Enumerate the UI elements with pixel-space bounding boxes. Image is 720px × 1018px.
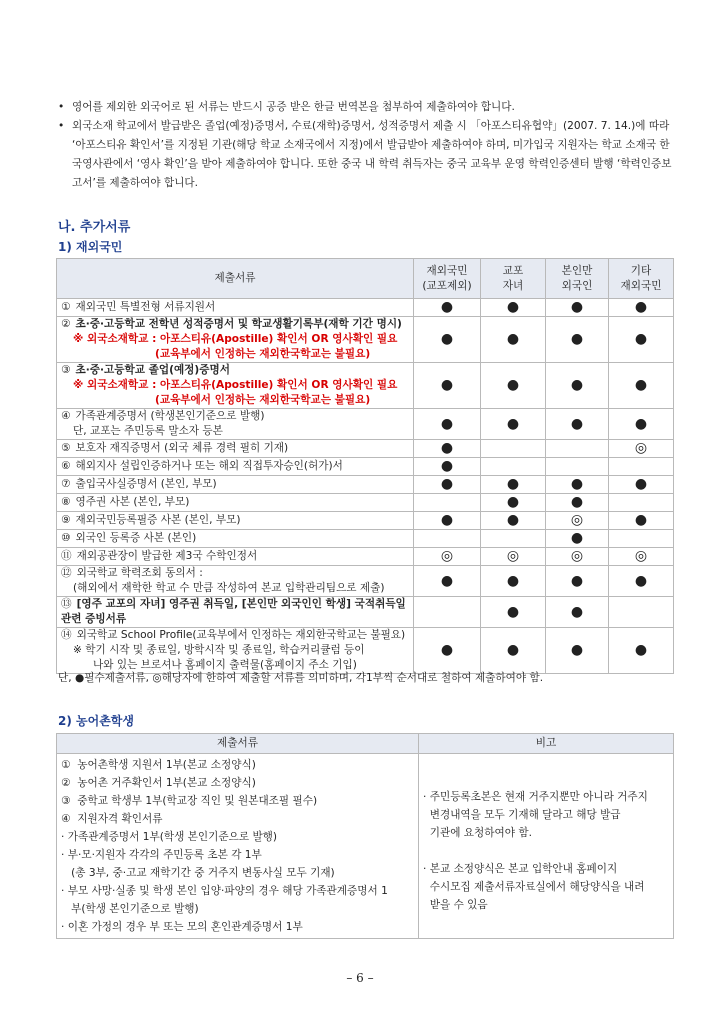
requirement-mark: ●	[414, 440, 481, 458]
requirement-mark: ◎	[481, 548, 546, 566]
document-text: 외국학교 학력조회 동의서 :	[76, 567, 203, 579]
requirement-mark: ●	[414, 512, 481, 530]
document-text: 외국인 등록증 사본 (본인)	[75, 532, 197, 544]
requirement-mark: ●	[609, 363, 674, 409]
requirement-mark: ●	[546, 476, 609, 494]
table-row	[57, 476, 674, 494]
requirement-mark: ●	[414, 299, 481, 317]
requirement-mark	[609, 597, 674, 628]
rural-remarks	[419, 754, 674, 939]
document-cell	[57, 512, 414, 530]
table-row	[57, 628, 674, 674]
table-header-cell: 기타 재외국민	[609, 259, 674, 299]
table-header-cell: 제출서류	[57, 259, 414, 299]
table-row	[57, 363, 674, 409]
document-text: 초·중·고등학교 전학년 성적증명서 및 학교생활기록부(재학 기간 명시)	[75, 318, 402, 330]
requirement-mark: ●	[414, 409, 481, 440]
requirement-mark	[481, 440, 546, 458]
document-text: (해외에서 재학한 학교 수 만큼 작성하여 본교 입학관리팀으로 제출)	[73, 582, 385, 594]
requirement-mark: ●	[481, 494, 546, 512]
requirement-mark: ◎	[546, 512, 609, 530]
document-text: 가족관계증명서 (학생본인기준으로 발행)	[75, 410, 265, 422]
requirement-mark: ◎	[609, 548, 674, 566]
table-header-cell: 재외국민 (교포제외)	[414, 259, 481, 299]
table-row	[57, 440, 674, 458]
requirement-mark: ●	[481, 409, 546, 440]
requirement-mark	[609, 494, 674, 512]
remark-line: 받을 수 있음	[423, 899, 488, 911]
requirement-mark: ●	[414, 476, 481, 494]
requirement-mark	[609, 458, 674, 476]
rural-document-line: ③ 중학교 학생부 1부(학교장 직인 및 원본대조필 필수)	[61, 795, 318, 807]
document-cell	[57, 548, 414, 566]
table-row	[57, 299, 674, 317]
section-title: 나. 추가서류	[58, 220, 131, 235]
requirement-mark	[546, 458, 609, 476]
requirement-mark: ●	[546, 299, 609, 317]
item-number: ⑧	[61, 496, 71, 508]
requirement-mark: ●	[481, 363, 546, 409]
rural-document-line: ④ 지원자격 확인서류	[61, 813, 163, 825]
page-number: – 6 –	[346, 971, 374, 985]
requirement-mark: ◎	[414, 548, 481, 566]
table-row	[57, 409, 674, 440]
item-number: ⑩	[61, 532, 71, 544]
notice-bullets	[58, 98, 678, 193]
document-text: 재외국민등록필증 사본 (본인, 부모)	[75, 514, 241, 526]
rural-document-line: · 가족관계증명서 1부(학생 본인기준으로 발행)	[61, 831, 278, 843]
requirement-mark: ●	[609, 409, 674, 440]
requirement-mark: ●	[609, 628, 674, 674]
document-text: 출입국사실증명서 (본인, 부모)	[75, 478, 217, 490]
requirement-mark: ●	[546, 409, 609, 440]
requirement-mark: ●	[481, 566, 546, 597]
rural-document-line: · 이혼 가정의 경우 부 또는 모의 혼인관계증명서 1부	[61, 921, 303, 933]
requirement-mark	[609, 530, 674, 548]
rural-document-line: ① 농어촌학생 지원서 1부(본교 소정양식)	[61, 759, 256, 771]
document-text: ※ 외국소재학교 : 아포스티유(Apostille) 확인서 OR 영사확인 필요	[73, 333, 398, 345]
bullet-text: 영어를 제외한 외국어로 된 서류는 반드시 공증 받은 한글 번역본을 첨부하여 제출하여야 합니다.	[72, 101, 515, 113]
rural-document-line: · 부모 사망·실종 및 학생 본인 입양·파양의 경우 해당 가족관계증명서 1	[61, 885, 388, 897]
table-header-cell: 제출서류	[57, 734, 419, 754]
table-row	[57, 566, 674, 597]
document-text: 나와 있는 브로셔나 홈페이지 출력물(홈페이지 주소 기입)	[93, 659, 357, 671]
bullet-dot: •	[58, 120, 65, 132]
remark-line: · 본교 소정양식은 본교 입학안내 홈페이지	[423, 863, 618, 875]
table-header-cell: 비고	[419, 734, 674, 754]
document-cell	[57, 409, 414, 440]
document-cell	[57, 363, 414, 409]
item-number: ⑨	[61, 514, 71, 526]
requirement-mark: ●	[481, 512, 546, 530]
requirement-mark: ◎	[546, 548, 609, 566]
remark-line: 기관에 요청하여야 함.	[423, 827, 532, 839]
document-text: 외국학교 School Profile(교육부에서 인정하는 재외한국학교는 불필요)	[76, 629, 406, 641]
remark-line	[423, 842, 669, 860]
document-text: 재외국민 특별전형 서류지원서	[75, 301, 216, 313]
requirement-mark: ●	[546, 597, 609, 628]
document-cell	[57, 597, 414, 628]
requirement-mark: ●	[609, 476, 674, 494]
remark-line: · 주민등록초본은 현재 거주지뿐만 아니라 거주지	[423, 791, 648, 803]
document-cell	[57, 317, 414, 363]
rural-required-documents	[57, 754, 419, 939]
requirement-mark	[481, 458, 546, 476]
document-text: 영주권 사본 (본인, 부모)	[75, 496, 190, 508]
document-cell	[57, 628, 414, 674]
item-number: ⑫	[61, 567, 72, 579]
requirement-mark: ●	[414, 458, 481, 476]
bullet-text: 외국소재 학교에서 발급받은 졸업(예정)증명서, 수료(재학)증명서, 성적증명서 제출 시 「아포스티유협약」(2007. 7. 14.)에 따라 ‘아포스티유 확인서’를 지정된 기관(해당 학교 소재국에서 지정)에서 발급받아 제출하여야 하며, 미가입국 지원자는 학교 소재국 한국영사관에서 ‘영사 확인’을 받아 제출하여야 합니다. 또한 중국 내 학력 취득자는 중국 교육부 운영 학력인증센터 발행 ‘학력인증보고서’를 제출하여야 합니다.	[72, 120, 672, 189]
document-cell	[57, 494, 414, 512]
requirement-mark: ●	[481, 628, 546, 674]
bullet-dot: •	[58, 101, 65, 113]
table-row	[57, 597, 674, 628]
remark-line: 수시모집 제출서류자료실에서 해당양식을 내려	[423, 881, 645, 893]
table-row	[57, 512, 674, 530]
document-text: 초·중·고등학교 졸업(예정)증명서	[75, 364, 230, 376]
bullet-item	[58, 98, 678, 117]
requirement-mark: ●	[609, 317, 674, 363]
item-number: ①	[61, 301, 71, 313]
table-header-cell: 본인만 외국인	[546, 259, 609, 299]
document-text: 보호자 재직증명서 (외국 체류 경력 필히 기재)	[75, 442, 289, 454]
rural-documents-table	[56, 733, 674, 939]
document-text: 재외공관장이 발급한 제3국 수학인정서	[76, 550, 258, 562]
document-cell	[57, 440, 414, 458]
requirement-mark: ●	[546, 566, 609, 597]
item-number: ⑦	[61, 478, 71, 490]
requirement-mark: ●	[546, 494, 609, 512]
document-cell	[57, 530, 414, 548]
requirement-mark: ●	[481, 597, 546, 628]
rural-document-line: 부(학생 본인기준으로 발행)	[61, 903, 199, 915]
requirement-mark: ●	[546, 363, 609, 409]
subsection-title-rural: 2) 농어촌학생	[58, 714, 134, 728]
document-cell	[57, 566, 414, 597]
item-number: ⑬	[61, 598, 72, 610]
requirement-mark: ●	[481, 317, 546, 363]
requirement-mark	[414, 530, 481, 548]
table-row	[57, 317, 674, 363]
requirement-mark	[414, 494, 481, 512]
requirement-mark: ●	[546, 628, 609, 674]
requirement-mark	[546, 440, 609, 458]
document-cell	[57, 458, 414, 476]
requirement-mark: ●	[481, 299, 546, 317]
item-number: ⑥	[61, 460, 71, 472]
requirement-mark	[414, 597, 481, 628]
item-number: ⑪	[61, 550, 72, 562]
document-cell	[57, 476, 414, 494]
document-text: ※ 외국소재학교 : 아포스티유(Apostille) 확인서 OR 영사확인 필요	[73, 379, 398, 391]
document-text: 해외지사 설립인증하거나 또는 해외 직접투자승인(허가)서	[75, 460, 343, 472]
document-text: (교육부에서 인정하는 재외한국학교는 불필요)	[155, 348, 371, 360]
requirement-mark: ●	[414, 566, 481, 597]
item-number: ③	[61, 364, 71, 376]
item-number: ④	[61, 410, 71, 422]
item-number: ⑭	[61, 629, 72, 641]
document-text: [영주 교포의 자녀] 영주권 취득일, [본인만 외국인인 학생] 국적취득일 관련 증빙서류	[61, 598, 406, 625]
requirement-mark	[481, 530, 546, 548]
table-header-cell: 교포 자녀	[481, 259, 546, 299]
bullet-item	[58, 117, 678, 193]
requirement-mark: ●	[546, 317, 609, 363]
table-row	[57, 530, 674, 548]
overseas-documents-table	[56, 258, 674, 674]
table-row	[57, 458, 674, 476]
table-row	[57, 494, 674, 512]
requirement-mark: ●	[609, 512, 674, 530]
remark-line: 변경내역을 모두 기재해 달라고 해당 발급	[423, 809, 621, 821]
document-text: ※ 학기 시작 및 종료일, 방학시작 및 종료일, 학습커리큘럼 등이	[73, 644, 365, 656]
document-cell	[57, 299, 414, 317]
rural-document-line: · 부·모·지원자 각각의 주민등록 초본 각 1부	[61, 849, 262, 861]
legend-note: 단, ●필수제출서류, ◎해당자에 한하여 제출할 서류를 의미하며, 각1부씩 순서대로 철하여 제출하여야 함.	[58, 672, 544, 684]
requirement-mark: ●	[481, 476, 546, 494]
subsection-title-overseas: 1) 재외국민	[58, 240, 123, 254]
table-row	[57, 548, 674, 566]
requirement-mark: ●	[414, 317, 481, 363]
item-number: ②	[61, 318, 71, 330]
requirement-mark: ●	[414, 363, 481, 409]
requirement-mark: ●	[609, 566, 674, 597]
item-number: ⑤	[61, 442, 71, 454]
rural-document-line: ② 농어촌 거주확인서 1부(본교 소정양식)	[61, 777, 256, 789]
requirement-mark: ●	[609, 299, 674, 317]
requirement-mark: ●	[414, 628, 481, 674]
rural-document-line: (총 3부, 중·고교 재학기간 중 거주지 변동사실 모두 기재)	[61, 867, 335, 879]
requirement-mark: ◎	[609, 440, 674, 458]
requirement-mark: ●	[546, 530, 609, 548]
document-text: 단, 교포는 주민등록 말소자 등본	[73, 425, 223, 437]
document-text: (교육부에서 인정하는 재외한국학교는 불필요)	[155, 394, 371, 406]
